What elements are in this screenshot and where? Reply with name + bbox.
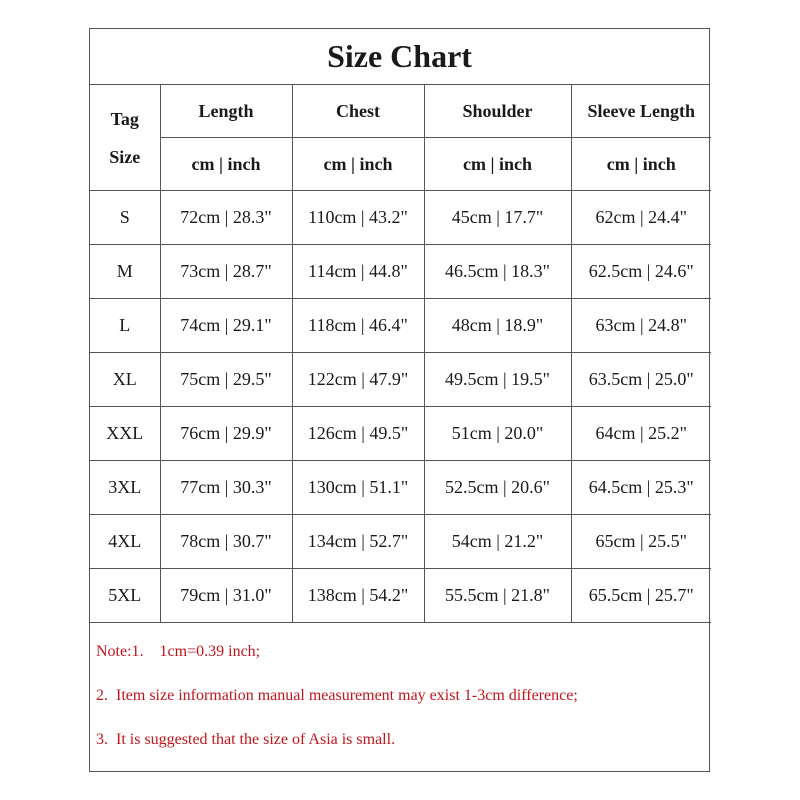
length-cell: 72cm | 28.3" [160, 191, 292, 245]
sleeve-cell: 62cm | 24.4" [571, 191, 711, 245]
length-cell: 73cm | 28.7" [160, 245, 292, 299]
table-row [90, 299, 711, 353]
size-cell: 4XL [90, 515, 160, 569]
sleeve-cell: 65.5cm | 25.7" [571, 569, 711, 623]
shoulder-cell: 54cm | 21.2" [424, 515, 571, 569]
chart-title: Size Chart [90, 29, 709, 85]
units-row [90, 138, 711, 191]
table-row [90, 407, 711, 461]
sleeve-cell: 62.5cm | 24.6" [571, 245, 711, 299]
length-cell: 78cm | 30.7" [160, 515, 292, 569]
shoulder-cell: 48cm | 18.9" [424, 299, 571, 353]
size-cell: S [90, 191, 160, 245]
table-row [90, 245, 711, 299]
sleeve-cell: 63cm | 24.8" [571, 299, 711, 353]
sleeve-cell: 64.5cm | 25.3" [571, 461, 711, 515]
size-table [90, 85, 711, 623]
table-row [90, 191, 711, 245]
size-cell: L [90, 299, 160, 353]
length-cell: 79cm | 31.0" [160, 569, 292, 623]
size-cell: 3XL [90, 461, 160, 515]
note-asia-size: 3. It is suggested that the size of Asia is small. [96, 731, 396, 748]
shoulder-cell: 55.5cm | 21.8" [424, 569, 571, 623]
sleeve-cell: 65cm | 25.5" [571, 515, 711, 569]
tag-label: Tag [110, 108, 139, 129]
length-cell: 75cm | 29.5" [160, 353, 292, 407]
table-row [90, 353, 711, 407]
shoulder-cell: 49.5cm | 19.5" [424, 353, 571, 407]
sleeve-cell: 63.5cm | 25.0" [571, 353, 711, 407]
column-header-chest: Chest [292, 85, 424, 138]
notes-section [90, 623, 709, 778]
table-row [90, 515, 711, 569]
shoulder-cell: 52.5cm | 20.6" [424, 461, 571, 515]
length-cell: 76cm | 29.9" [160, 407, 292, 461]
size-cell: 5XL [90, 569, 160, 623]
unit-header-length: cm | inch [160, 138, 292, 191]
size-cell: XL [90, 353, 160, 407]
length-cell: 77cm | 30.3" [160, 461, 292, 515]
chest-cell: 110cm | 43.2" [292, 191, 424, 245]
chest-cell: 138cm | 54.2" [292, 569, 424, 623]
shoulder-cell: 46.5cm | 18.3" [424, 245, 571, 299]
column-header-sleeve-length: Sleeve Length [571, 85, 711, 138]
chest-cell: 134cm | 52.7" [292, 515, 424, 569]
chest-cell: 118cm | 46.4" [292, 299, 424, 353]
column-header-shoulder: Shoulder [424, 85, 571, 138]
chest-cell: 122cm | 47.9" [292, 353, 424, 407]
length-cell: 74cm | 29.1" [160, 299, 292, 353]
column-header-length: Length [160, 85, 292, 138]
unit-header-shoulder: cm | inch [424, 138, 571, 191]
size-cell: XXL [90, 407, 160, 461]
unit-header-chest: cm | inch [292, 138, 424, 191]
size-chart [89, 28, 710, 772]
unit-header-sleeve-length: cm | inch [571, 138, 711, 191]
chest-cell: 126cm | 49.5" [292, 407, 424, 461]
shoulder-cell: 51cm | 20.0" [424, 407, 571, 461]
tag-size-header [90, 85, 160, 191]
chest-cell: 130cm | 51.1" [292, 461, 424, 515]
size-label: Size [109, 146, 141, 167]
shoulder-cell: 45cm | 17.7" [424, 191, 571, 245]
chest-cell: 114cm | 44.8" [292, 245, 424, 299]
header-row [90, 85, 711, 138]
size-cell: M [90, 245, 160, 299]
note-unit-conversion: Note:1. 1cm=0.39 inch; [96, 643, 261, 660]
sleeve-cell: 64cm | 25.2" [571, 407, 711, 461]
table-row [90, 461, 711, 515]
note-measurement-difference: 2. Item size information manual measurement may exist 1-3cm difference; [96, 687, 578, 704]
table-row [90, 569, 711, 623]
